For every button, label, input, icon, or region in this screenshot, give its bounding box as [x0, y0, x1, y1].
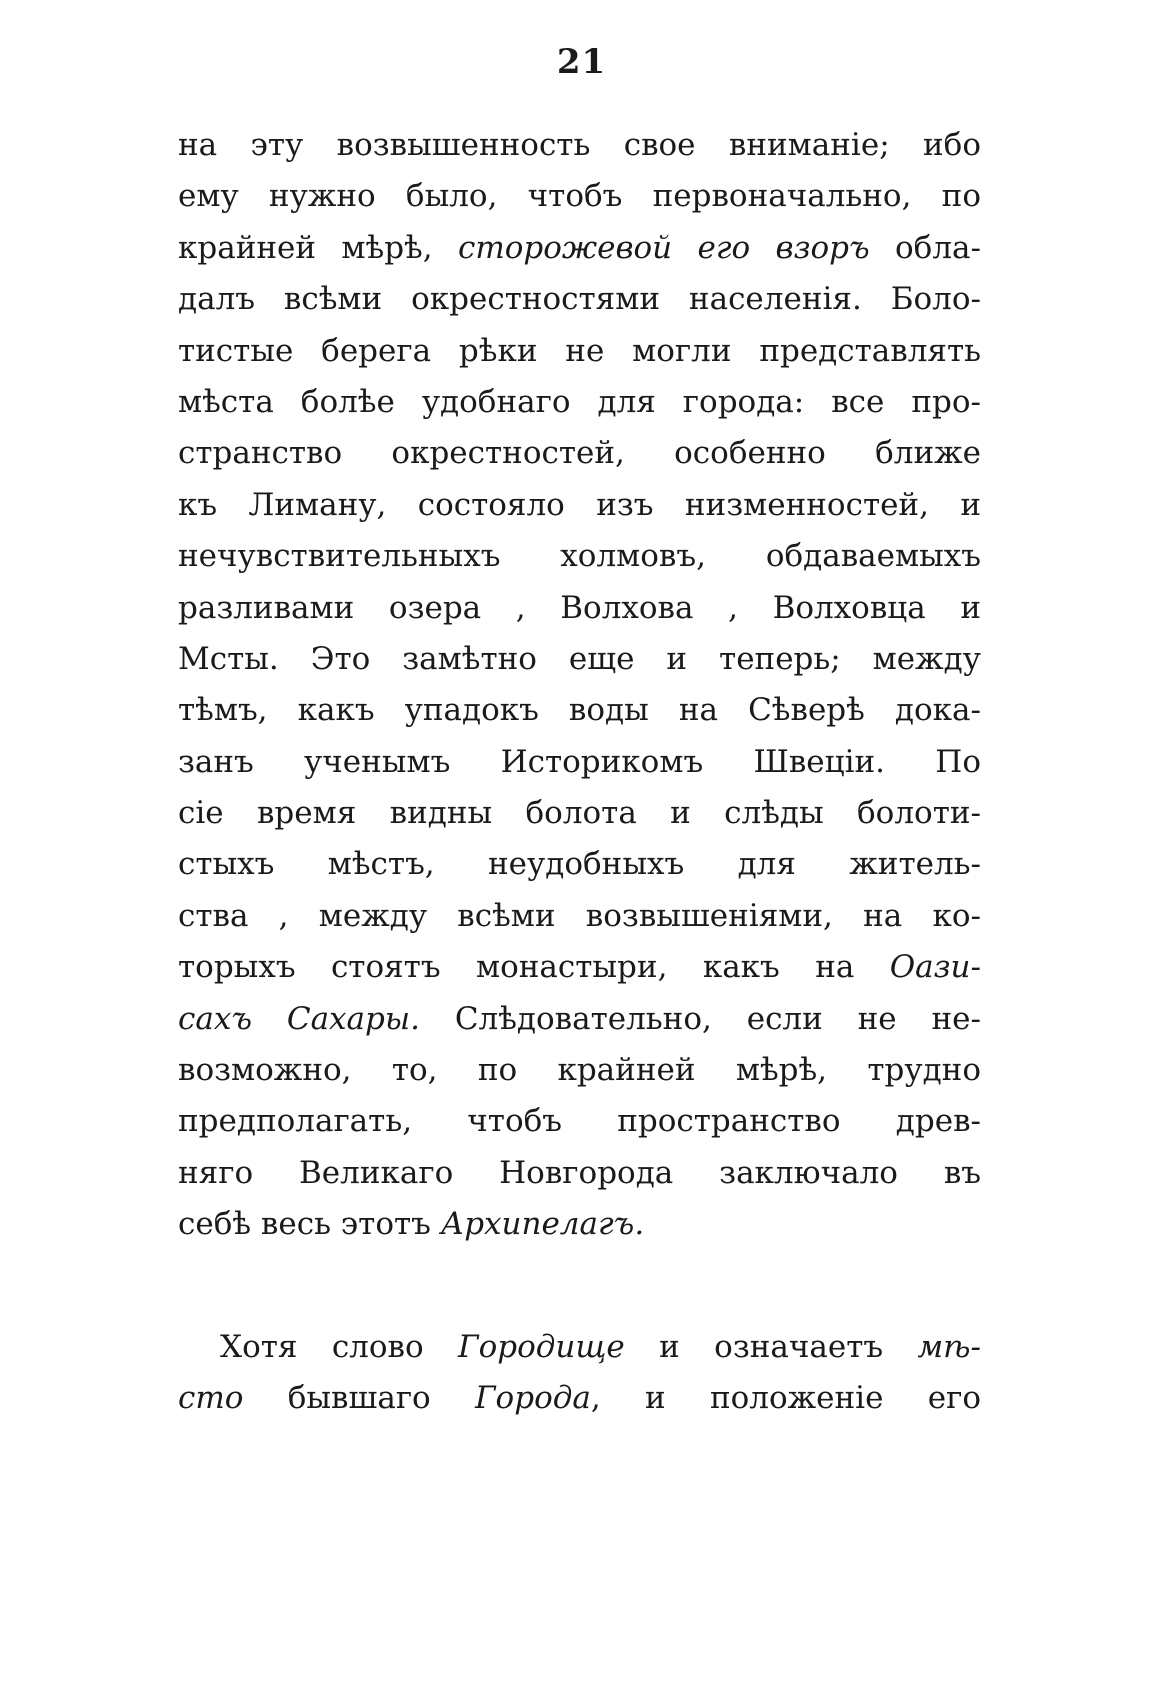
text-line	[178, 531, 981, 582]
text-line	[178, 1199, 981, 1250]
text-segment: , и положеніе его	[590, 1380, 981, 1417]
text-line	[178, 788, 981, 839]
text-line	[178, 274, 981, 325]
italic-segment: сто	[178, 1380, 244, 1417]
text-segment: тистые берега рѣки не могли представлять	[178, 332, 981, 369]
text-line	[178, 685, 981, 736]
paragraph-1	[178, 120, 981, 1251]
text-segment: странство окрестностей, особенно ближе	[178, 435, 981, 472]
text-segment: бывшаго	[243, 1380, 476, 1417]
text-segment: Слѣдовательно, если не не-	[419, 1000, 981, 1037]
italic-segment: сторожевой его взоръ	[457, 229, 870, 266]
text-segment: крайней мѣрѣ,	[178, 229, 458, 266]
text-line	[178, 120, 981, 171]
text-line	[178, 1322, 981, 1373]
text-segment: себѣ весь этотъ	[178, 1206, 441, 1243]
text-segment: мѣста болѣе удобнаго для города: все про-	[178, 383, 981, 420]
text-line	[178, 1373, 981, 1424]
text-line	[178, 839, 981, 890]
text-segment: торыхъ стоятъ монастыри, какъ на	[178, 949, 890, 986]
text-segment: разливами озера , Волхова , Волховца и	[178, 589, 981, 626]
text-segment: и означаетъ	[624, 1329, 918, 1365]
text-segment: тѣмъ, какъ упадокъ воды на Сѣверѣ дока-	[178, 692, 981, 729]
text-line	[178, 1148, 981, 1199]
text-segment: ства , между всѣми возвышеніями, на ко-	[178, 897, 981, 934]
text-segment: предполагать, чтобъ пространство древ-	[178, 1103, 981, 1140]
text-segment: далъ всѣми окрестностями населенія. Боло-	[178, 281, 981, 318]
text-segment: занъ ученымъ Историкомъ Швеціи. По	[178, 743, 981, 780]
text-line	[178, 891, 981, 942]
text-line	[178, 223, 981, 274]
text-segment: сіе время видны болота и слѣды болоти-	[178, 795, 981, 832]
text-segment: къ Лиману, состояло изъ низменностей, и	[178, 486, 981, 523]
text-line	[178, 428, 981, 479]
text-segment: ему нужно было, чтобъ первоначально, по	[178, 178, 981, 215]
paragraph-2	[178, 1322, 981, 1425]
page-number: 21	[556, 42, 607, 82]
text-line	[178, 634, 981, 685]
italic-segment: Городище	[458, 1329, 625, 1365]
text-line	[178, 1045, 981, 1096]
text-line	[178, 942, 981, 993]
text-segment: няго Великаго Новгорода заключало въ	[178, 1154, 981, 1191]
text-segment: стыхъ мѣстъ, неудобныхъ для житель-	[178, 846, 981, 883]
text-line	[178, 994, 981, 1045]
text-line	[178, 583, 981, 634]
text-line	[178, 326, 981, 377]
text-line	[178, 1096, 981, 1147]
text-line	[178, 377, 981, 428]
text-line	[178, 171, 981, 222]
italic-segment: Города	[475, 1380, 591, 1417]
text-segment: возможно, то, по крайней мѣрѣ, трудно	[178, 1052, 981, 1089]
text-line	[178, 480, 981, 531]
italic-segment: сахъ Сахары.	[178, 1000, 420, 1037]
italic-segment: Оази-	[889, 949, 981, 986]
text-segment: нечувствительныхъ холмовъ, обдаваемыхъ	[178, 538, 981, 575]
text-segment: обла-	[869, 229, 981, 266]
text-segment: на эту возвышенность свое вниманіе; ибо	[178, 127, 981, 163]
text-segment: Мсты. Это замѣтно еще и теперь; между	[178, 640, 981, 677]
italic-segment: Архипелагъ.	[440, 1206, 645, 1243]
italic-segment: мѣ-	[917, 1329, 981, 1365]
text-line	[178, 737, 981, 788]
text-segment: Хотя слово	[220, 1329, 459, 1365]
